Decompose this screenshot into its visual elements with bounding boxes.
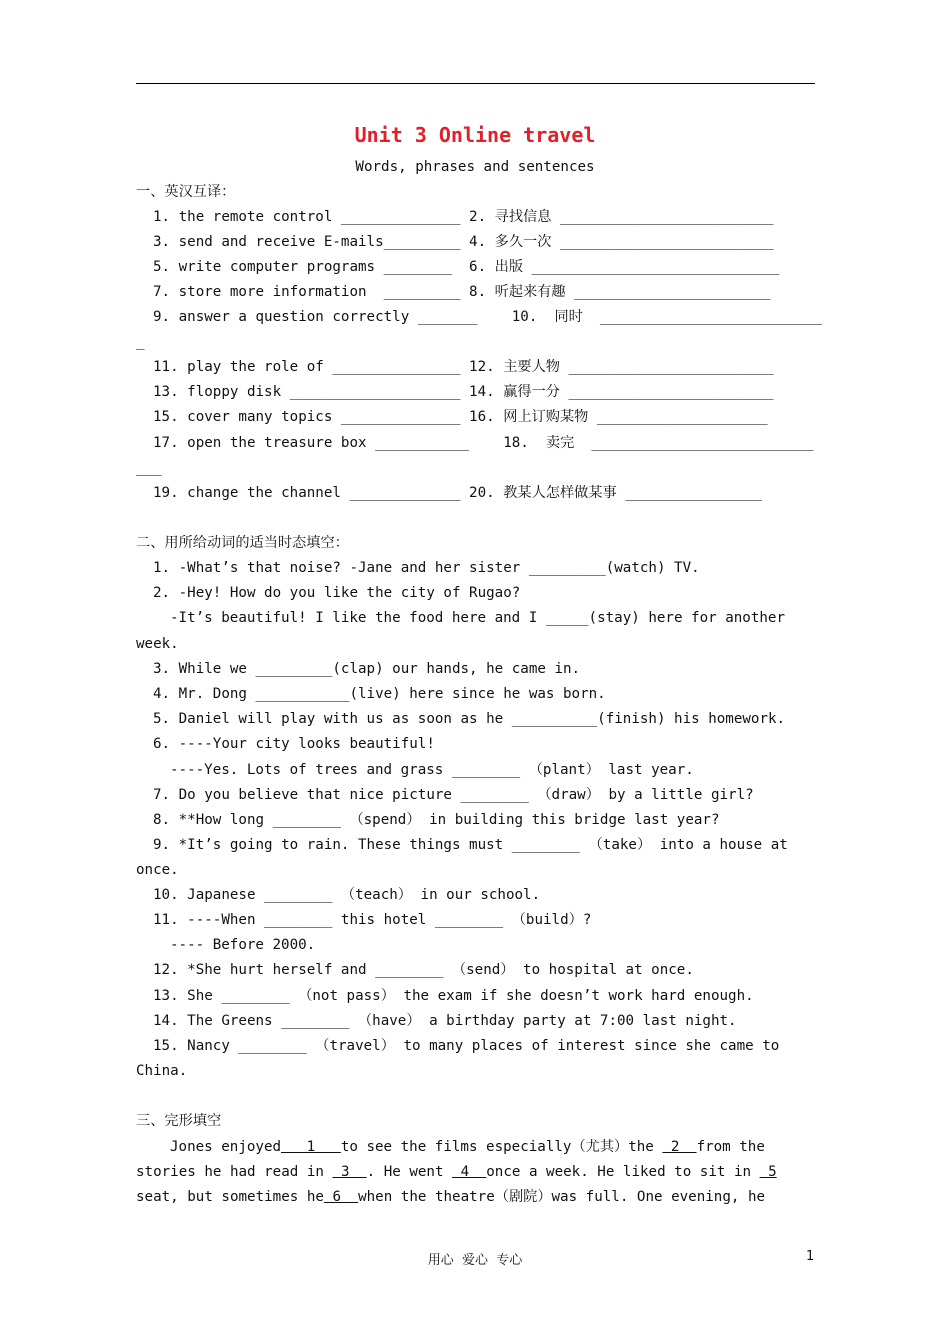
exercise-line: 1. -What’s that noise? -Jane and her sister _________(watch) TV. (153, 560, 700, 576)
exercise-line: 11. ----When ________ this hotel ________ （build）? (153, 912, 592, 928)
exercise-line: 9. *It’s going to rain. These things must ________ （take） into a house at (153, 837, 788, 853)
cloze-blank-4: 4 (452, 1164, 487, 1180)
exercise-line: ---- Before 2000. (170, 937, 316, 953)
exercise-line: 5. Daniel will play with us as soon as he __________(finish) his homework. (153, 711, 786, 727)
page-number: 1 (806, 1249, 815, 1264)
footer-motto: 用心 爱心 专心 (427, 1253, 523, 1268)
cloze-line: stories he had read in 3 . He went 4 once a week. He liked to sit in 5 (136, 1164, 777, 1180)
vocab-line: 7. store more information _________ 8. 听起来有趣 _______________________ (153, 284, 771, 300)
exercise-line: 10. Japanese ________ （teach） in our school. (153, 887, 541, 903)
cloze-line: seat, but sometimes he 6 when the theatre（剧院）was full. One evening, he (136, 1189, 766, 1205)
page-subtitle: Words, phrases and sentences (355, 159, 595, 175)
section1-heading: 一、英汉互译： (136, 184, 236, 200)
exercise-line: 7. Do you believe that nice picture ________ （draw） by a little girl? (153, 787, 754, 803)
exercise-line: 6. ----Your city looks beautiful! (153, 736, 435, 752)
exercise-line: ----Yes. Lots of trees and grass ________ （plant） last year. (170, 762, 694, 778)
exercise-line: 15. Nancy ________ （travel） to many places of interest since she came to (153, 1038, 780, 1054)
exercise-line: China. (136, 1063, 188, 1079)
vocab-line: 15. cover many topics ______________ 16. 网上订购某物 ____________________ (153, 409, 768, 425)
exercise-line: 14. The Greens ________ （have） a birthday party at 7:00 last night. (153, 1013, 737, 1029)
exercise-line: 2. -Hey! How do you like the city of Rugao? (153, 585, 521, 601)
exercise-line: 8. **How long ________ （spend） in building this bridge last year? (153, 812, 720, 828)
vocab-line: 1. the remote control ______________ 2. 寻找信息 _________________________ (153, 209, 774, 225)
exercise-line: -It’s beautiful! I like the food here and I _____(stay) here for another (170, 610, 785, 626)
cloze-blank-5: 5 (759, 1164, 777, 1180)
vocab-line-wrap: ___ (136, 460, 162, 476)
exercise-line: 12. *She hurt herself and ________ （send） to hospital at once. (153, 962, 694, 978)
vocab-line: 13. floppy disk ____________________ 14. 赢得一分 ________________________ (153, 384, 774, 400)
vocab-line: 17. open the treasure box ___________ 18. 卖完 __________________________ (153, 435, 814, 451)
exercise-line: 4. Mr. Dong ___________(live) here since he was born. (153, 686, 606, 702)
header-rule (136, 83, 815, 84)
vocab-line: 19. change the channel _____________ 20. 教某人怎样做某事 ________________ (153, 485, 762, 501)
cloze-blank-2: 2 (662, 1139, 697, 1155)
cloze-blank-3: 3 (332, 1164, 367, 1180)
cloze-blank-6: 6 (323, 1189, 359, 1205)
exercise-line: 13. She ________ （not pass） the exam if she doesn’t work hard enough. (153, 988, 754, 1004)
vocab-line: 3. send and receive E-mails_________ 4. 多久一次 _________________________ (153, 234, 774, 250)
vocab-line: 11. play the role of _______________ 12. 主要人物 ________________________ (153, 359, 774, 375)
exercise-line: 3. While we _________(clap) our hands, he came in. (153, 661, 581, 677)
vocab-line-wrap: _ (136, 334, 145, 350)
cloze-blank-1: 1 (281, 1139, 341, 1155)
section3-heading: 三、完形填空 (136, 1113, 222, 1129)
page-title: Unit 3 Online travel (354, 123, 596, 147)
exercise-line: once. (136, 862, 179, 878)
vocab-line: 9. answer a question correctly _______ 10. 同时 __________________________ (153, 309, 822, 325)
vocab-line: 5. write computer programs ________ 6. 出版 _____________________________ (153, 259, 780, 275)
section2-heading: 二、用所给动词的适当时态填空： (136, 535, 349, 551)
exercise-line: week. (136, 636, 179, 652)
cloze-line: Jones enjoyed 1 to see the films especially（尤其）the 2 from the (170, 1139, 765, 1155)
